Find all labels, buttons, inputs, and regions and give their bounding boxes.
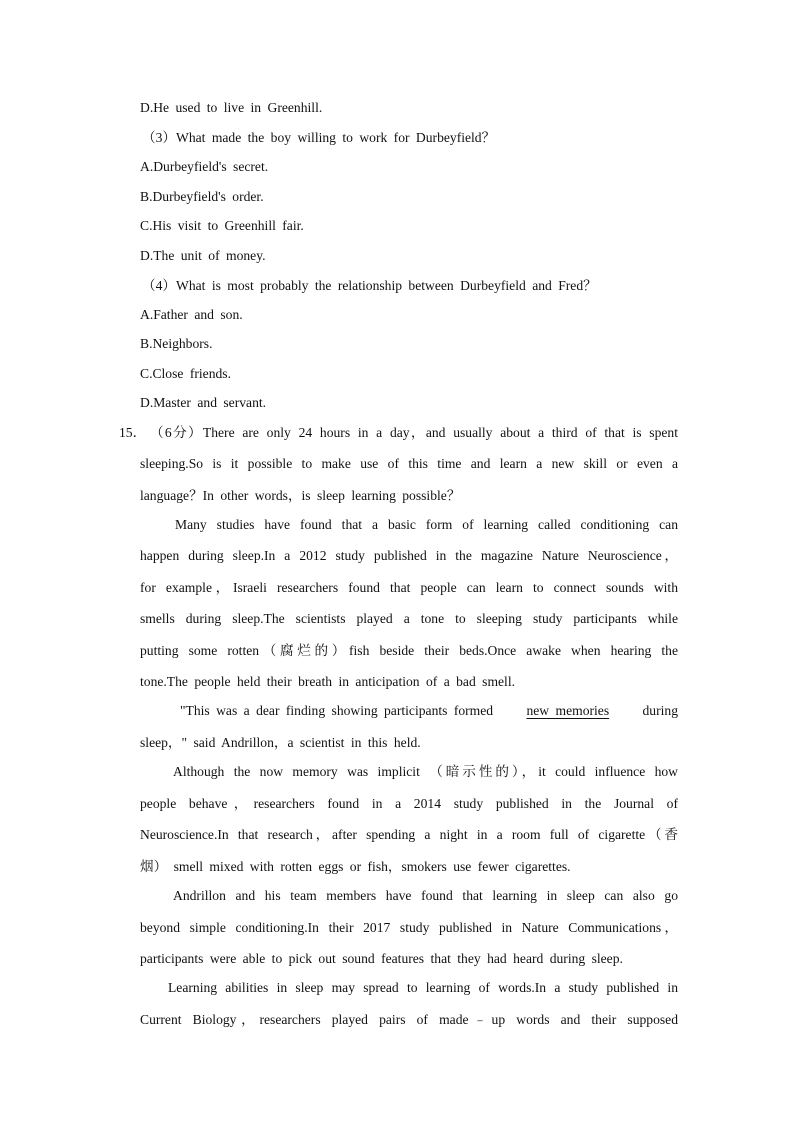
- passage-line: participants were able to pick out sound features that they had heard during sleep.: [140, 951, 623, 966]
- passage-line: Learning abilities in sleep may spread to learning of words.In a study published in: [168, 980, 678, 995]
- q14-3-option-b: B.Durbeyfield's order.: [140, 189, 264, 204]
- quote-text-post: during: [642, 703, 678, 718]
- passage-line: Andrillon and his team members have found that learning in sleep can also go: [173, 888, 678, 903]
- passage-line: sleeping.So is it possible to make use of this time and learn a new skill or even a: [140, 456, 678, 471]
- passage-line: putting some rotten（腐烂的）fish beside their beds.Once awake when hearing the: [140, 643, 678, 658]
- q14-4-option-a: A.Father and son.: [140, 307, 243, 322]
- q14-3-stem: （3）What made the boy willing to work for Durbeyfield？: [142, 130, 496, 145]
- quote-line: [180, 703, 678, 719]
- passage-line: （6分）There are only 24 hours in a day，and usually about a third of that is spent: [150, 425, 678, 440]
- passage-line: people behave，researchers found in a 2014 study published in the Journal of: [140, 796, 678, 811]
- passage-line: sleep，" said Andrillon，a scientist in this held.: [140, 735, 421, 750]
- passage-line: Although the now memory was implicit （暗示性的），it could influence how: [173, 764, 678, 779]
- q14-4-stem: （4）What is most probably the relationship between Durbeyfield and Fred？: [142, 278, 597, 293]
- passage-line: tone.The people held their breath in anticipation of a bad smell.: [140, 674, 516, 689]
- passage-line: Many studies have found that a basic form of learning called conditioning can: [175, 517, 678, 532]
- q14-3-option-a: A.Durbeyfield's secret.: [140, 159, 269, 174]
- q14-option-d-line: D.He used to live in Greenhill.: [140, 100, 323, 115]
- q14-4-option-b: B.Neighbors.: [140, 336, 213, 351]
- passage-line: language？In other words，is sleep learning possible？: [140, 488, 461, 503]
- q14-4-option-c: C.Close friends.: [140, 366, 231, 381]
- passage-line: happen during sleep.In a 2012 study published in the magazine Nature Neuroscience，: [140, 548, 678, 563]
- q14-3-option-c: C.His visit to Greenhill fair.: [140, 218, 304, 233]
- passage-line: smells during sleep.The scientists played a tone to sleeping study participants while: [140, 611, 678, 626]
- q14-4-option-d: D.Master and servant.: [140, 395, 267, 410]
- passage-line: beyond simple conditioning.In their 2017 study published in Nature Communications，: [140, 920, 678, 935]
- underlined-phrase: new memories: [526, 703, 610, 718]
- passage-line: Current Biology，researchers played pairs of made﹣up words and their supposed: [140, 1012, 678, 1027]
- q14-3-option-d: D.The unit of money.: [140, 248, 266, 263]
- q15-number: 15．: [119, 425, 147, 440]
- quote-text-pre: "This was a dear finding showing participants formed: [180, 703, 494, 718]
- passage-line: Neuroscience.In that research，after spending a night in a room full of cigarette（香: [140, 827, 678, 842]
- passage-line: for example，Israeli researchers found that people can learn to connect sounds with: [140, 580, 678, 595]
- passage-line: 烟） smell mixed with rotten eggs or fish，smokers use fewer cigarettes.: [140, 859, 571, 874]
